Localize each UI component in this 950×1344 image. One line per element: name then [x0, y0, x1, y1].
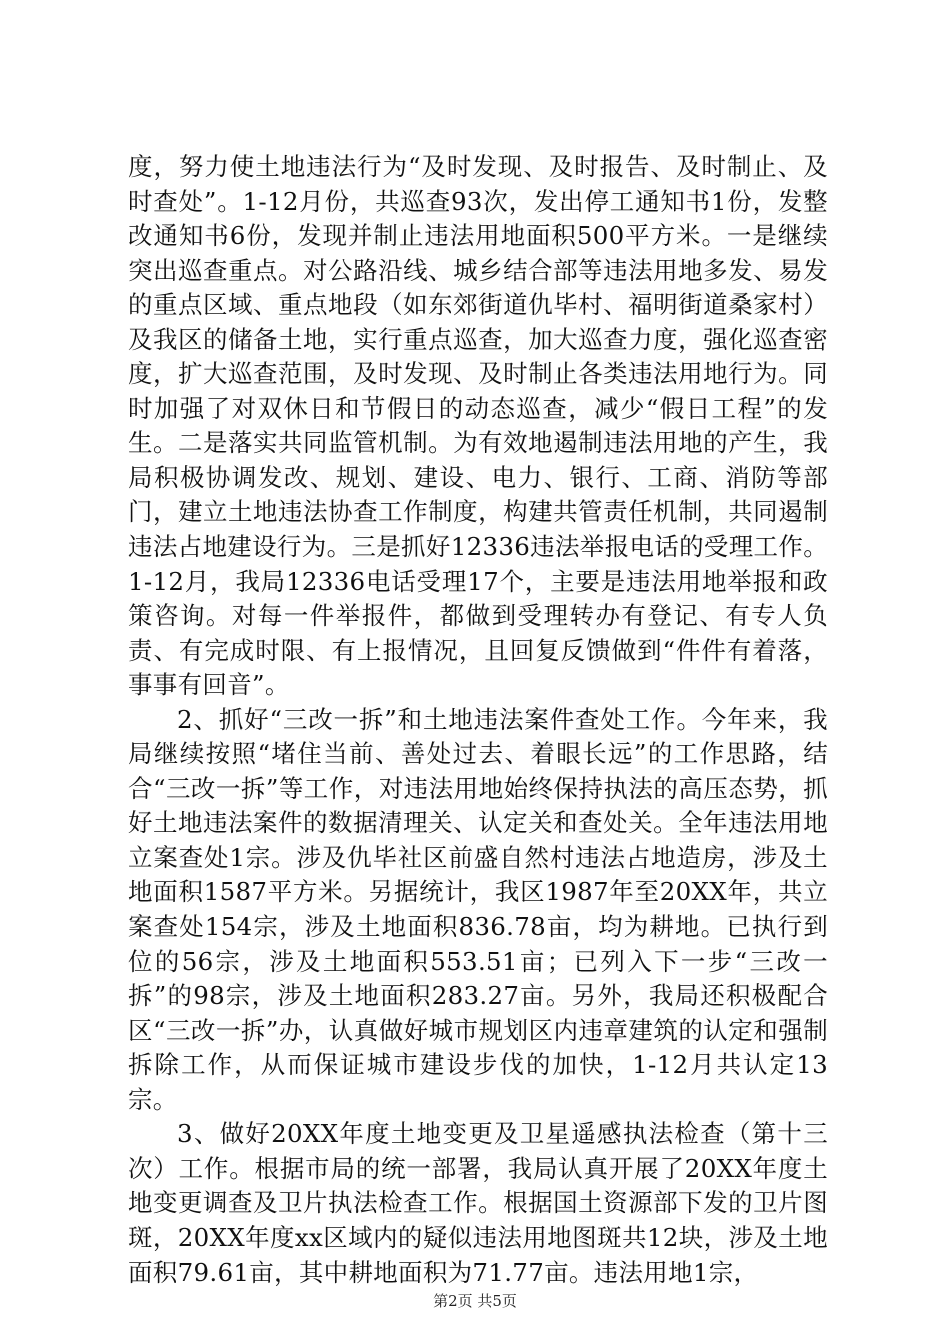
page-footer: 第2页 共5页 — [433, 1292, 517, 1310]
paragraph-section-3: 3、做好20XX年度土地变更及卫星遥感执法检查（第十三次）工作。根据市局的统一部署，我局认真开展了20XX年度土地变更调查及卫片执法检查工作。根据国土资源部下发的卫片图斑，20XX年度xx区域内的疑似违法用地图斑共12块，涉及土地面积79.61亩，其中耕地面积为71.77亩。违法用地1宗， — [128, 1119, 828, 1287]
paragraph-continuation: 度，努力使土地违法行为“及时发现、及时报告、及时制止、及时查处”。1-12月份，共巡查93次，发出停工通知书1份，发整改通知书6份，发现并制止违法用地面积500平方米。一是继续突出巡查重点。对公路沿线、城乡结合部等违法用地多发、易发的重点区域、重点地段（如东郊街道仇毕村、福明街道桑家村）及我区的储备土地，实行重点巡查，加大巡查力度，强化巡查密度，扩大巡查范围，及时发现、及时制止各类违法用地行为。同时加强了对双休日和节假日的动态巡查，减少“假日工程”的发生。二是落实共同监管机制。为有效地遏制违法用地的产生，我局积极协调发改、规划、建设、电力、银行、工商、消防等部门，建立土地违法协查工作制度，构建共管责任机制，共同遏制违法占地建设行为。三是抓好12336违法举报电话的受理工作。1-12月，我局12336电话受理17个，主要是违法用地举报和政策咨询。对每一件举报件，都做到受理转办有登记、有专人负责、有完成时限、有上报情况，且回复反馈做到“件件有着落，事事有回音”。 — [128, 152, 829, 700]
document-body — [128, 150, 828, 1290]
paragraph-section-2: 2、抓好“三改一拆”和土地违法案件查处工作。今年来，我局继续按照“堵住当前、善处过去、着眼长远”的工作思路，结合“三改一拆”等工作，对违法用地始终保持执法的高压态势，抓好土地违法案件的数据清理关、认定关和查处关。全年违法用地立案查处1宗。涉及仇毕社区前盛自然村违法占地造房，涉及土地面积1587平方米。另据统计，我区1987年至20XX年，共立案查处154宗，涉及土地面积836.78亩，均为耕地。已执行到位的56宗，涉及土地面积553.51亩；已列入下一步“三改一拆”的98宗，涉及土地面积283.27亩。另外，我局还积极配合区“三改一拆”办，认真做好城市规划区内违章建筑的认定和强制拆除工作，从而保证城市建设步伐的加快，1-12月共认定13宗。 — [128, 704, 828, 1114]
